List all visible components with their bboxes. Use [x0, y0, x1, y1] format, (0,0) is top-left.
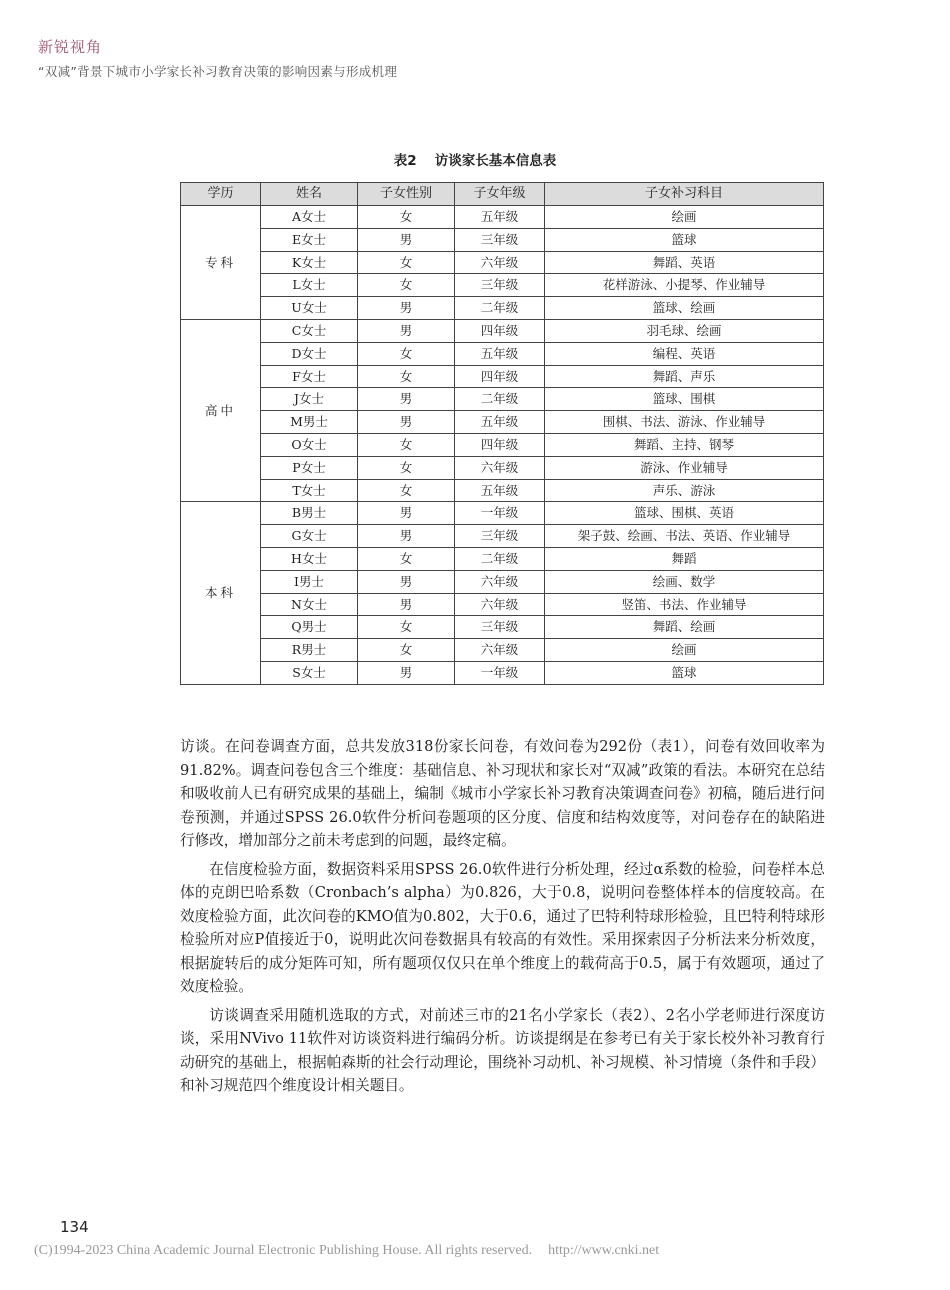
- row-tutoring-subjects: 篮球、围棋: [545, 388, 824, 411]
- row-child-grade: 三年级: [455, 274, 545, 297]
- cnki-url: http://www.cnki.net: [548, 1243, 660, 1258]
- row-child-gender: 女: [358, 274, 455, 297]
- body-text: [180, 735, 825, 1098]
- row-child-gender: 女: [358, 616, 455, 639]
- education-group-cell: 高中: [181, 319, 261, 501]
- row-child-grade: 四年级: [455, 319, 545, 342]
- table-row: [181, 297, 824, 320]
- row-tutoring-subjects: 围棋、书法、游泳、作业辅导: [545, 411, 824, 434]
- table-body: [181, 206, 824, 685]
- row-child-gender: 女: [358, 206, 455, 229]
- copyright-text: (C)1994-2023 China Academic Journal Electronic Publishing House. All rights reserved.: [34, 1243, 533, 1258]
- row-name: Q男士: [261, 616, 358, 639]
- row-tutoring-subjects: 篮球、绘画: [545, 297, 824, 320]
- row-tutoring-subjects: 舞蹈、主持、钢琴: [545, 433, 824, 456]
- row-child-grade: 五年级: [455, 411, 545, 434]
- row-tutoring-subjects: 绘画、数学: [545, 570, 824, 593]
- row-tutoring-subjects: 编程、英语: [545, 342, 824, 365]
- row-child-gender: 男: [358, 411, 455, 434]
- table-row: [181, 365, 824, 388]
- table-row: [181, 547, 824, 570]
- table-row: [181, 456, 824, 479]
- row-child-gender: 女: [358, 456, 455, 479]
- row-child-gender: 女: [358, 639, 455, 662]
- row-child-gender: 男: [358, 297, 455, 320]
- row-child-grade: 一年级: [455, 502, 545, 525]
- col-header-child-grade: 子女年级: [455, 183, 545, 206]
- table-row: [181, 479, 824, 502]
- row-child-gender: 男: [358, 388, 455, 411]
- row-child-grade: 六年级: [455, 593, 545, 616]
- education-group-cell: 本科: [181, 502, 261, 684]
- row-name: N女士: [261, 593, 358, 616]
- row-child-grade: 二年级: [455, 388, 545, 411]
- row-name: M男士: [261, 411, 358, 434]
- table-row: [181, 661, 824, 684]
- row-child-gender: 女: [358, 342, 455, 365]
- row-tutoring-subjects: 竖笛、书法、作业辅导: [545, 593, 824, 616]
- paragraph: 访谈调查采用随机选取的方式，对前述三市的21名小学家长（表2）、2名小学老师进行深度访谈，采用NVivo 11软件对访谈资料进行编码分析。访谈提纲是在参考已有关于家长校外补习教育行动研究的基础上，根据帕森斯的社会行动理论，围绕补习动机、补习规模、补习情境（条件和手段）和补习规范四个维度设计相关题目。: [180, 1006, 825, 1094]
- education-group-cell: 专科: [181, 206, 261, 320]
- table-caption-title: 访谈家长基本信息表: [434, 153, 557, 169]
- row-name: R男士: [261, 639, 358, 662]
- table-row: [181, 228, 824, 251]
- row-child-grade: 四年级: [455, 433, 545, 456]
- row-tutoring-subjects: 舞蹈、声乐: [545, 365, 824, 388]
- row-name: C女士: [261, 319, 358, 342]
- page-number: 134: [60, 1218, 89, 1236]
- row-name: G女士: [261, 525, 358, 548]
- table-row: [181, 274, 824, 297]
- table-caption-number: 表2: [393, 153, 417, 169]
- paragraph: 访谈。在问卷调查方面，总共发放318份家长问卷，有效问卷为292份（表1），问卷有效回收率为91.82%。调查问卷包含三个维度：基础信息、补习现状和家长对“双减”政策的看法。本研究在总结和吸收前人已有研究成果的基础上，编制《城市小学家长补习教育决策调查问卷》初稿，随后进行问卷预测，并通过SPSS 26.0软件分析问卷题项的区分度、信度和结构效度等，对问卷存在的缺陷进行修改，增加部分之前未考虑到的问题，最终定稿。: [180, 738, 825, 849]
- row-tutoring-subjects: 篮球、围棋、英语: [545, 502, 824, 525]
- row-child-grade: 三年级: [455, 228, 545, 251]
- col-header-name: 姓名: [261, 183, 358, 206]
- table-row: [181, 388, 824, 411]
- row-child-gender: 女: [358, 251, 455, 274]
- row-name: B男士: [261, 502, 358, 525]
- row-tutoring-subjects: 声乐、游泳: [545, 479, 824, 502]
- row-name: I男士: [261, 570, 358, 593]
- table-row: [181, 639, 824, 662]
- row-name: E女士: [261, 228, 358, 251]
- col-header-tutoring-subjects: 子女补习科目: [545, 183, 824, 206]
- row-child-gender: 男: [358, 593, 455, 616]
- running-article-title: “双减”背景下城市小学家长补习教育决策的影响因素与形成机理: [38, 64, 398, 79]
- paragraph: 在信度检验方面，数据资料采用SPSS 26.0软件进行分析处理，经过α系数的检验，问卷样本总体的克朗巴哈系数（Cronbach’s alpha）为0.826，大于0.8，说明问卷整体样本的信度较高。在效度检验方面，此次问卷的KMO值为0.802，大于0.6，通过了巴特利特球形检验，且巴特利特球形检验所对应P值接近于0，说明此次问卷数据具有较高的有效性。采用探索因子分析法来分析效度，根据旋转后的成分矩阵可知，所有题项仅仅只在单个维度上的载荷高于0.5，属于有效题项，通过了效度检验。: [180, 860, 825, 995]
- table-row: [181, 433, 824, 456]
- row-name: S女士: [261, 661, 358, 684]
- row-tutoring-subjects: 舞蹈、英语: [545, 251, 824, 274]
- row-tutoring-subjects: 绘画: [545, 206, 824, 229]
- row-tutoring-subjects: 舞蹈、绘画: [545, 616, 824, 639]
- row-name: L女士: [261, 274, 358, 297]
- row-child-grade: 五年级: [455, 206, 545, 229]
- row-child-grade: 六年级: [455, 456, 545, 479]
- row-name: O女士: [261, 433, 358, 456]
- table-row: [181, 502, 824, 525]
- row-child-grade: 五年级: [455, 342, 545, 365]
- row-child-gender: 男: [358, 570, 455, 593]
- row-tutoring-subjects: 绘画: [545, 639, 824, 662]
- row-name: U女士: [261, 297, 358, 320]
- row-child-gender: 男: [358, 525, 455, 548]
- row-child-grade: 二年级: [455, 297, 545, 320]
- row-child-grade: 四年级: [455, 365, 545, 388]
- table-row: [181, 570, 824, 593]
- row-name: A女士: [261, 206, 358, 229]
- row-name: J女士: [261, 388, 358, 411]
- table-row: [181, 206, 824, 229]
- row-child-grade: 三年级: [455, 525, 545, 548]
- row-tutoring-subjects: 羽毛球、绘画: [545, 319, 824, 342]
- row-child-grade: 一年级: [455, 661, 545, 684]
- row-child-grade: 六年级: [455, 570, 545, 593]
- row-child-gender: 女: [358, 547, 455, 570]
- row-child-gender: 男: [358, 502, 455, 525]
- row-child-grade: 五年级: [455, 479, 545, 502]
- row-child-grade: 六年级: [455, 639, 545, 662]
- copyright-notice: [34, 1243, 659, 1259]
- row-tutoring-subjects: 花样游泳、小提琴、作业辅导: [545, 274, 824, 297]
- row-name: F女士: [261, 365, 358, 388]
- table-caption: [0, 149, 950, 169]
- col-header-child-gender: 子女性别: [358, 183, 455, 206]
- row-name: H女士: [261, 547, 358, 570]
- journal-section-label: 新锐视角: [38, 38, 103, 56]
- table-row: [181, 616, 824, 639]
- row-tutoring-subjects: 舞蹈: [545, 547, 824, 570]
- row-child-gender: 男: [358, 228, 455, 251]
- table-row: [181, 411, 824, 434]
- table-row: [181, 251, 824, 274]
- row-tutoring-subjects: 游泳、作业辅导: [545, 456, 824, 479]
- row-child-gender: 女: [358, 365, 455, 388]
- row-child-grade: 二年级: [455, 547, 545, 570]
- table-row: [181, 593, 824, 616]
- row-child-gender: 男: [358, 661, 455, 684]
- row-child-grade: 六年级: [455, 251, 545, 274]
- row-name: K女士: [261, 251, 358, 274]
- table-header-row: [181, 183, 824, 206]
- row-child-gender: 男: [358, 319, 455, 342]
- interview-parents-table: [180, 182, 824, 685]
- row-name: D女士: [261, 342, 358, 365]
- col-header-education: 学历: [181, 183, 261, 206]
- table-row: [181, 525, 824, 548]
- table-row: [181, 319, 824, 342]
- row-tutoring-subjects: 篮球: [545, 661, 824, 684]
- row-child-gender: 女: [358, 433, 455, 456]
- row-child-grade: 三年级: [455, 616, 545, 639]
- row-tutoring-subjects: 架子鼓、绘画、书法、英语、作业辅导: [545, 525, 824, 548]
- row-name: T女士: [261, 479, 358, 502]
- row-name: P女士: [261, 456, 358, 479]
- row-tutoring-subjects: 篮球: [545, 228, 824, 251]
- table-row: [181, 342, 824, 365]
- row-child-gender: 女: [358, 479, 455, 502]
